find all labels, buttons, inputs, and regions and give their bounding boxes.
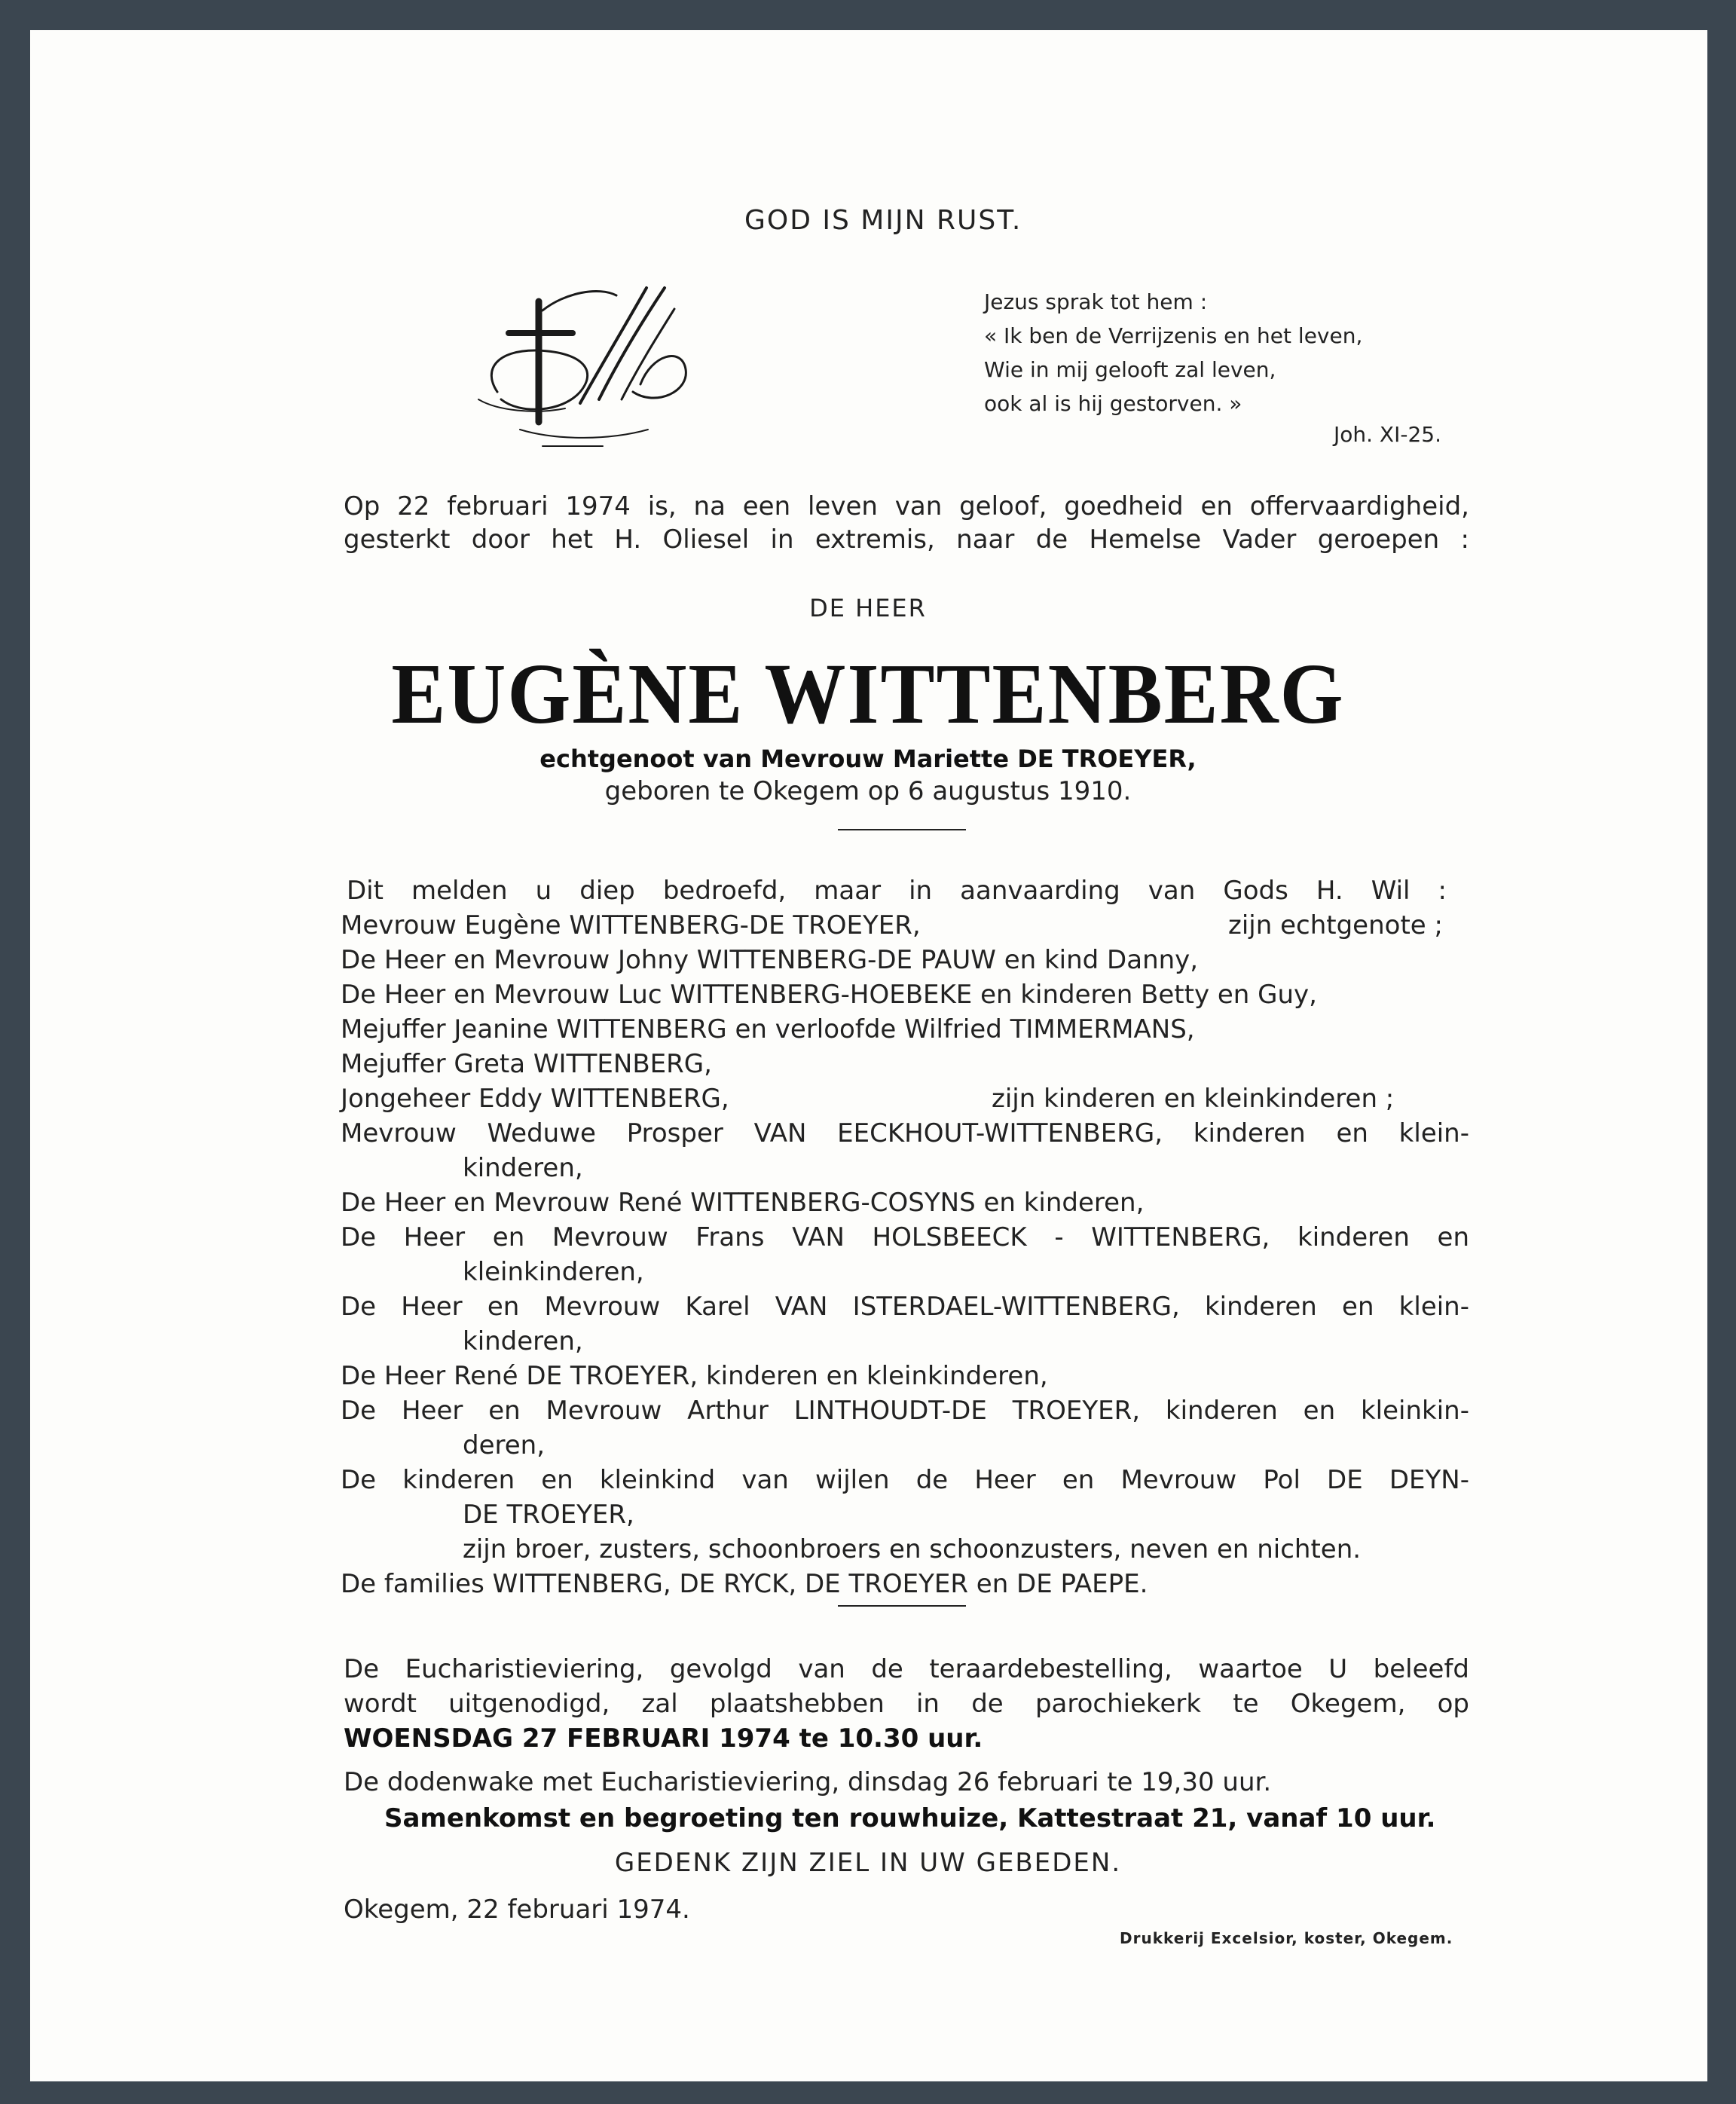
family-line: Mevrouw Weduwe Prosper VAN EECKHOUT-WITTENBERG, kinderen en klein- xyxy=(341,1118,1469,1148)
divider xyxy=(838,1605,966,1607)
funeral-announcement xyxy=(344,1652,1469,1756)
family-line: De Heer en Mevrouw Frans VAN HOLSBEECK - WITTENBERG, kinderen en xyxy=(341,1222,1469,1252)
gathering-announcement xyxy=(384,1801,1510,1836)
closing-prayer: GEDENK ZIJN ZIEL IN UW GEBEDEN. xyxy=(614,1848,1122,1878)
cross-monogram-icon xyxy=(467,279,731,452)
family-line: De Heer en Mevrouw Johny WITTENBERG-DE PAUW en kind Danny, xyxy=(341,945,1199,975)
quote-line: « Ik ben de Verrijzenis en het leven, xyxy=(984,323,1363,348)
family-line: Jongeheer Eddy WITTENBERG, xyxy=(341,1084,729,1114)
family-line: De Heer en Mevrouw René WITTENBERG-COSYNS en kinderen, xyxy=(341,1188,1145,1218)
family-line: De kinderen en kleinkind van wijlen de Heer en Mevrouw Pol DE DEYN- xyxy=(341,1465,1469,1495)
family-line: kleinkinderen, xyxy=(463,1257,644,1287)
family-line: DE TROEYER, xyxy=(463,1500,634,1530)
intro-paragraph xyxy=(344,490,1469,556)
wake-announcement xyxy=(344,1765,1469,1800)
gathering-line: Samenkomst en begroeting ten rouwhuize, Kattestraat 21, vanaf 10 uur. xyxy=(384,1803,1436,1833)
family-line: De Heer en Mevrouw Arthur LINTHOUDT-DE TROEYER, kinderen en kleinkin- xyxy=(341,1396,1469,1426)
family-line: Mevrouw Eugène WITTENBERG-DE TROEYER, xyxy=(341,910,921,940)
wake-line: De dodenwake met Eucharistieviering, dinsdag 26 februari te 19,30 uur. xyxy=(344,1767,1272,1797)
family-line: De Heer René DE TROEYER, kinderen en kleinkinderen, xyxy=(341,1361,1048,1391)
birth-line: geboren te Okegem op 6 augustus 1910. xyxy=(604,776,1132,806)
quote-line: Wie in mij gelooft zal leven, xyxy=(984,357,1276,382)
family-line: Mejuffer Jeanine WITTENBERG en verloofde Wilfried TIMMERMANS, xyxy=(341,1014,1195,1044)
family-line: deren, xyxy=(463,1430,546,1460)
family-line: De families WITTENBERG, DE RYCK, DE TROEYER en DE PAEPE. xyxy=(341,1569,1148,1599)
quote-reference: Joh. XI-25. xyxy=(1334,422,1442,447)
spouse-line: echtgenoot van Mevrouw Mariette DE TROEYER, xyxy=(539,745,1197,773)
printer-credit: Drukkerij Excelsior, koster, Okegem. xyxy=(1120,1929,1453,1947)
funeral-line: De Eucharistieviering, gevolgd van de teraardebestelling, waartoe U beleefd xyxy=(344,1654,1469,1684)
family-line: kinderen, xyxy=(463,1326,583,1356)
family-line: Mejuffer Greta WITTENBERG, xyxy=(341,1049,712,1079)
honorific: DE HEER xyxy=(809,594,927,622)
family-line: kinderen, xyxy=(463,1153,583,1183)
family-line: De Heer en Mevrouw Luc WITTENBERG-HOEBEKE en kinderen Betty en Guy, xyxy=(341,980,1317,1010)
divider xyxy=(838,829,966,830)
motto: GOD IS MIJN RUST. xyxy=(744,205,1022,236)
quote-line: ook al is hij gestorven. » xyxy=(984,391,1242,416)
funeral-line: wordt uitgenodigd, zal plaatshebben in de parochiekerk te Okegem, op xyxy=(344,1689,1469,1719)
bible-quote xyxy=(984,285,1362,420)
intro-line: gesterkt door het H. Oliesel in extremis, naar de Hemelse Vader geroepen : xyxy=(344,524,1469,555)
family-line: zijn broer, zusters, schoonbroers en schoonzusters, neven en nichten. xyxy=(463,1534,1362,1564)
family-line-note: zijn kinderen en kleinkinderen ; xyxy=(992,1084,1395,1114)
family-line: De Heer en Mevrouw Karel VAN ISTERDAEL-WITTENBERG, kinderen en klein- xyxy=(341,1292,1469,1322)
family-line: Dit melden u diep bedroefd, maar in aanvaarding van Gods H. Wil : xyxy=(347,876,1447,906)
place-date: Okegem, 22 februari 1974. xyxy=(344,1895,690,1925)
intro-line: Op 22 februari 1974 is, na een leven van geloof, goedheid en offervaardigheid, xyxy=(344,491,1469,521)
quote-line: Jezus sprak tot hem : xyxy=(984,289,1208,314)
funeral-date: WOENSDAG 27 FEBRUARI 1974 te 10.30 uur. xyxy=(344,1723,983,1754)
deceased-name: EUGÈNE WITTENBERG xyxy=(391,647,1345,742)
family-line-note: zijn echtgenote ; xyxy=(1228,910,1443,940)
